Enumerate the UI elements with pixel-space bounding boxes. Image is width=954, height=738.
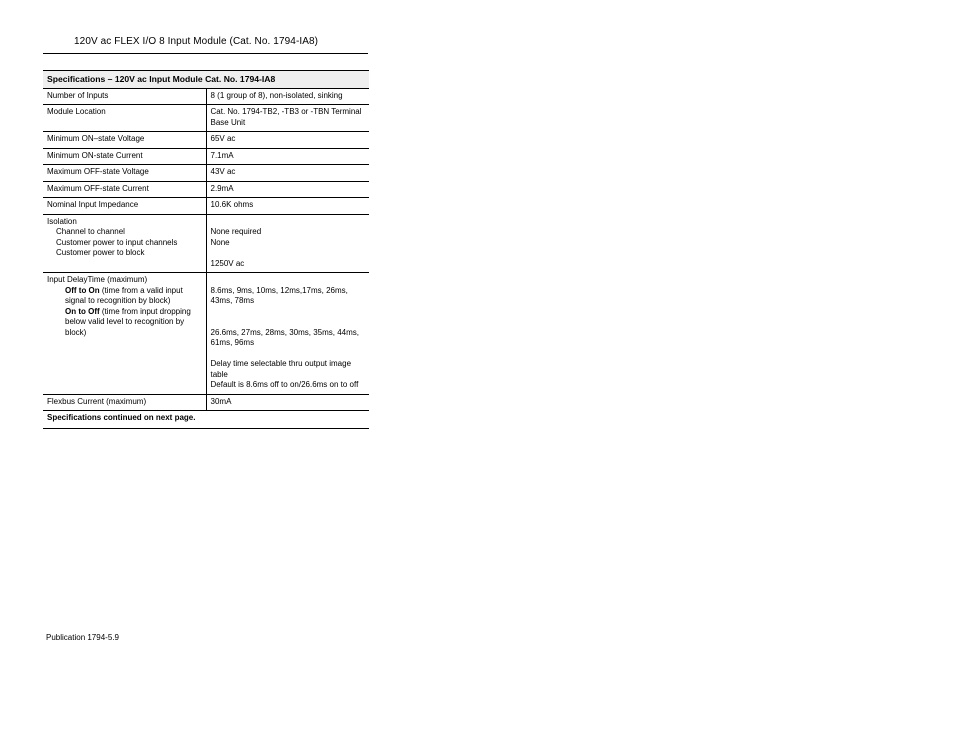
delay-off-on-value: 8.6ms, 9ms, 10ms, 12ms,17ms, 26ms, 43ms, 78ms: [210, 285, 348, 305]
isolation-labels: [43, 214, 206, 273]
isolation-customer-input-label: Customer power to input channels: [56, 237, 178, 247]
row-label: Module Location: [43, 105, 206, 132]
delay-note-1: Delay time selectable thru output image table: [210, 359, 352, 379]
row-label: Maximum OFF-state Current: [43, 181, 206, 198]
row-value: 30mA: [206, 394, 369, 411]
delay-values: [206, 273, 369, 395]
row-label: Minimum ON-state Current: [43, 148, 206, 165]
table-row: [43, 88, 369, 105]
isolation-label: Isolation: [47, 216, 77, 226]
table-footer-row: [43, 411, 369, 429]
delay-labels: [43, 273, 206, 395]
isolation-customer-block-label: Customer power to block: [56, 248, 145, 257]
delay-label: Input DelayTime (maximum): [47, 275, 148, 284]
table-row: [43, 394, 369, 411]
header-rule: [43, 53, 368, 54]
isolation-values: [206, 214, 369, 273]
table-footer: Specifications continued on next page.: [43, 411, 369, 429]
isolation-channel-label: Channel to channel: [56, 227, 125, 236]
delay-on-off-value: 26.6ms, 27ms, 28ms, 30ms, 35ms, 44ms, 61ms, 96ms: [210, 327, 359, 347]
row-label: Maximum OFF-state Voltage: [43, 165, 206, 182]
table-row: [43, 165, 369, 182]
delay-off-on-bold: Off to On: [65, 285, 100, 295]
row-value: 2.9mA: [206, 181, 369, 198]
row-value: 8 (1 group of 8), non-isolated, sinking: [206, 88, 369, 105]
row-value: 65V ac: [206, 132, 369, 149]
delay-note-2: Default is 8.6ms off to on/26.6ms on to off: [210, 380, 359, 389]
row-label: Number of Inputs: [43, 88, 206, 105]
table-row: [43, 132, 369, 149]
row-label: Nominal Input Impedance: [43, 198, 206, 215]
delay-off-on-label: [47, 286, 202, 307]
page-header-title: 120V ac FLEX I/O 8 Input Module (Cat. No. 1794-IA8): [74, 36, 319, 47]
isolation-channel-value: None required: [210, 227, 262, 236]
row-label: Minimum ON–state Voltage: [43, 132, 206, 149]
table-row-delay: [43, 273, 369, 395]
publication-number: Publication 1794-5.9: [46, 633, 119, 642]
row-value: 7.1mA: [206, 148, 369, 165]
row-label: Flexbus Current (maximum): [43, 394, 206, 411]
row-value: 43V ac: [206, 165, 369, 182]
isolation-customer-input-value: None: [210, 237, 230, 247]
isolation-customer-block-value: 1250V ac: [210, 258, 245, 268]
table-title-row: [43, 71, 369, 89]
row-value: 10.6K ohms: [206, 198, 369, 215]
table-title: Specifications – 120V ac Input Module Cat. No. 1794-IA8: [43, 71, 369, 89]
table-row-isolation: [43, 214, 369, 273]
delay-off-on-desc: (time from a valid input signal to recognition by block): [65, 285, 183, 305]
table-row: [43, 181, 369, 198]
row-value: Cat. No. 1794-TB2, -TB3 or -TBN Terminal Base Unit: [206, 105, 369, 132]
table-row: [43, 198, 369, 215]
delay-on-off-desc: (time from input dropping below valid level to recognition by block): [65, 306, 191, 337]
delay-on-off-bold: On to Off: [65, 306, 100, 316]
specifications-table: [43, 70, 369, 429]
table-row: [43, 148, 369, 165]
delay-on-off-label: [47, 307, 202, 339]
table-row: [43, 105, 369, 132]
